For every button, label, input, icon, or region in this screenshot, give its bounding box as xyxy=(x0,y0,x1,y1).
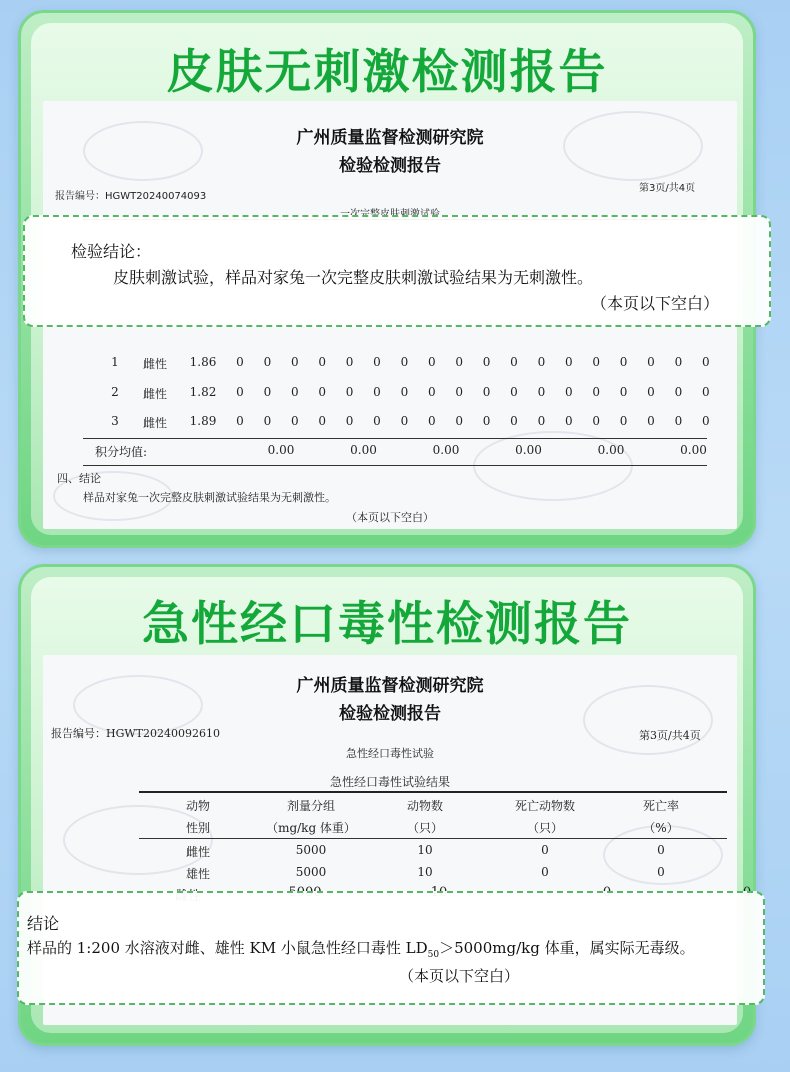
score-cell: 0 xyxy=(345,414,354,428)
table-cell: 10 xyxy=(417,843,433,857)
score-cell: 0 xyxy=(510,414,518,428)
table-header: （%） xyxy=(643,821,679,835)
table-cell: 0 xyxy=(541,843,549,857)
average-label: 积分均值: xyxy=(95,445,148,459)
score-cell: 0 xyxy=(619,385,628,399)
average-value: 0.00 xyxy=(680,443,707,457)
score-cell: 0 xyxy=(619,355,628,369)
score-cell: 0 xyxy=(290,414,299,428)
score-cell: 0 xyxy=(373,414,381,428)
row-sex: 雌性 xyxy=(142,387,167,401)
table-header: 性别 xyxy=(185,821,210,835)
cloud-pattern xyxy=(473,431,633,501)
row-weight: 1.82 xyxy=(189,385,217,399)
score-cell: 0 xyxy=(701,414,710,428)
score-cell: 0 xyxy=(236,355,244,369)
score-cell: 0 xyxy=(400,414,409,428)
score-cell: 0 xyxy=(373,355,381,369)
score-cell: 0 xyxy=(537,355,546,369)
score-cell: 0 xyxy=(564,385,573,399)
score-cell: 0 xyxy=(510,355,518,369)
score-cell: 0 xyxy=(564,355,573,369)
divider xyxy=(83,438,707,439)
score-cell: 0 xyxy=(701,385,710,399)
callout-label: 检验结论： xyxy=(71,242,152,261)
conclusion-section-label: 四、结论 xyxy=(57,472,101,485)
score-cell: 0 xyxy=(427,414,436,428)
row-weight: 1.89 xyxy=(189,414,217,428)
divider xyxy=(83,465,707,466)
table-header: 剂量分组 xyxy=(286,799,335,813)
report-number: 报告编号：HGWT20240092610 xyxy=(51,727,221,740)
table-header: 死亡动物数 xyxy=(514,799,575,813)
score-cell: 0 xyxy=(345,355,354,369)
score-cell: 0 xyxy=(400,355,409,369)
table-cell: 0 xyxy=(657,865,665,879)
table-cell: 0 xyxy=(657,843,665,857)
oral-toxicity-heading: 急性经口毒性检测报告 xyxy=(142,597,632,652)
blank-note: （本页以下空白） xyxy=(346,511,434,524)
skin-irritation-panel xyxy=(18,10,756,548)
score-cell: 0 xyxy=(290,355,299,369)
table-cell: 雄性 xyxy=(185,867,210,881)
score-cell: 0 xyxy=(318,385,326,399)
score-cell: 0 xyxy=(345,385,354,399)
callout-text xyxy=(27,937,695,960)
callout-text: 皮肤刺激试验，样品对家兔一次完整皮肤刺激试验结果为无刺激性。 xyxy=(113,268,594,287)
page-info: 第3页/共4页 xyxy=(639,183,696,194)
table-cell: 5000 xyxy=(295,843,327,857)
table-header: （只） xyxy=(406,821,443,835)
score-cell: 0 xyxy=(318,355,326,369)
report-doc-title: 检验检测报告 xyxy=(339,156,441,176)
score-cell: 0 xyxy=(455,385,463,399)
score-cell: 0 xyxy=(263,414,272,428)
table-cell: 雌性 xyxy=(185,845,210,859)
score-cell: 0 xyxy=(236,385,244,399)
score-cell: 0 xyxy=(619,414,628,428)
test-name: 急性经口毒性试验 xyxy=(346,747,434,760)
score-cell: 0 xyxy=(647,385,655,399)
score-cell: 0 xyxy=(455,355,463,369)
row-number: 2 xyxy=(111,385,119,399)
score-cell: 0 xyxy=(592,385,600,399)
score-cell: 0 xyxy=(482,414,491,428)
table-header-rule xyxy=(139,838,727,839)
row-number: 3 xyxy=(111,414,119,428)
score-cell: 0 xyxy=(373,385,381,399)
average-value: 0.00 xyxy=(432,443,460,457)
score-cell: 0 xyxy=(427,355,436,369)
table-header: 动物 xyxy=(185,799,210,813)
score-cell: 0 xyxy=(510,385,518,399)
score-cell: 0 xyxy=(674,355,683,369)
score-cell: 0 xyxy=(482,385,491,399)
score-cell: 0 xyxy=(482,355,491,369)
row-weight: 1.86 xyxy=(189,355,217,369)
report-doc-title: 检验检测报告 xyxy=(339,704,441,724)
institute-name: 广州质量监督检测研究院 xyxy=(296,676,484,696)
row-sex: 雌性 xyxy=(142,416,167,430)
conclusion-text: 样品对家兔一次完整皮肤刺激试验结果为无刺激性。 xyxy=(83,491,336,504)
oral-toxicity-panel xyxy=(18,564,756,1046)
score-cell: 0 xyxy=(400,385,409,399)
table-cell: 0 xyxy=(541,865,549,879)
row-sex: 雌性 xyxy=(142,357,167,371)
callout-label: 结论 xyxy=(27,914,60,933)
table-header: 动物数 xyxy=(406,799,443,813)
score-cell: 0 xyxy=(427,385,436,399)
score-cell: 0 xyxy=(290,385,299,399)
table-title: 急性经口毒性试验结果 xyxy=(329,775,450,789)
callout-text-main: 样品的 1:200 水溶液对雌、雄性 KM 小鼠急性经口毒性 LD xyxy=(27,939,428,957)
table-header: （mg/kg 体重） xyxy=(266,821,356,835)
score-cell: 0 xyxy=(592,355,600,369)
score-cell: 0 xyxy=(701,355,710,369)
callout-blank-note: （本页以下空白） xyxy=(591,294,720,313)
table-header: （只） xyxy=(526,821,563,835)
score-cell: 0 xyxy=(537,414,546,428)
table-top-rule xyxy=(139,791,727,793)
table-cell: 10 xyxy=(417,865,433,879)
average-value: 0.00 xyxy=(597,443,625,457)
score-cell: 0 xyxy=(647,414,655,428)
score-cell: 0 xyxy=(647,355,655,369)
score-cell: 0 xyxy=(537,385,546,399)
table-cell: 5000 xyxy=(295,865,327,879)
callout-text-tail: ＞5000mg/kg 体重，属实际无毒级。 xyxy=(439,939,695,957)
page-info: 第3页/共4页 xyxy=(639,729,701,742)
callout-blank-note: （本页以下空白） xyxy=(399,967,520,985)
average-value: 0.00 xyxy=(267,443,295,457)
institute-name: 广州质量监督检测研究院 xyxy=(296,128,484,148)
score-cell: 0 xyxy=(674,414,683,428)
row-number: 1 xyxy=(111,355,119,369)
score-cell: 0 xyxy=(263,385,272,399)
score-cell: 0 xyxy=(318,414,326,428)
report-number: 报告编号：HGWT20240074093 xyxy=(55,191,207,202)
ld-subscript: 50 xyxy=(427,950,440,960)
score-cell: 0 xyxy=(674,385,683,399)
skin-conclusion-callout xyxy=(23,215,771,327)
score-cell: 0 xyxy=(564,414,573,428)
skin-irritation-heading: 皮肤无刺激检测报告 xyxy=(166,45,608,100)
score-cell: 0 xyxy=(592,414,600,428)
score-cell: 0 xyxy=(455,414,463,428)
score-cell: 0 xyxy=(236,414,244,428)
score-cell: 0 xyxy=(263,355,272,369)
average-value: 0.00 xyxy=(515,443,542,457)
toxicity-conclusion-callout xyxy=(17,891,765,1005)
table-header: 死亡率 xyxy=(642,799,679,813)
average-value: 0.00 xyxy=(350,443,377,457)
